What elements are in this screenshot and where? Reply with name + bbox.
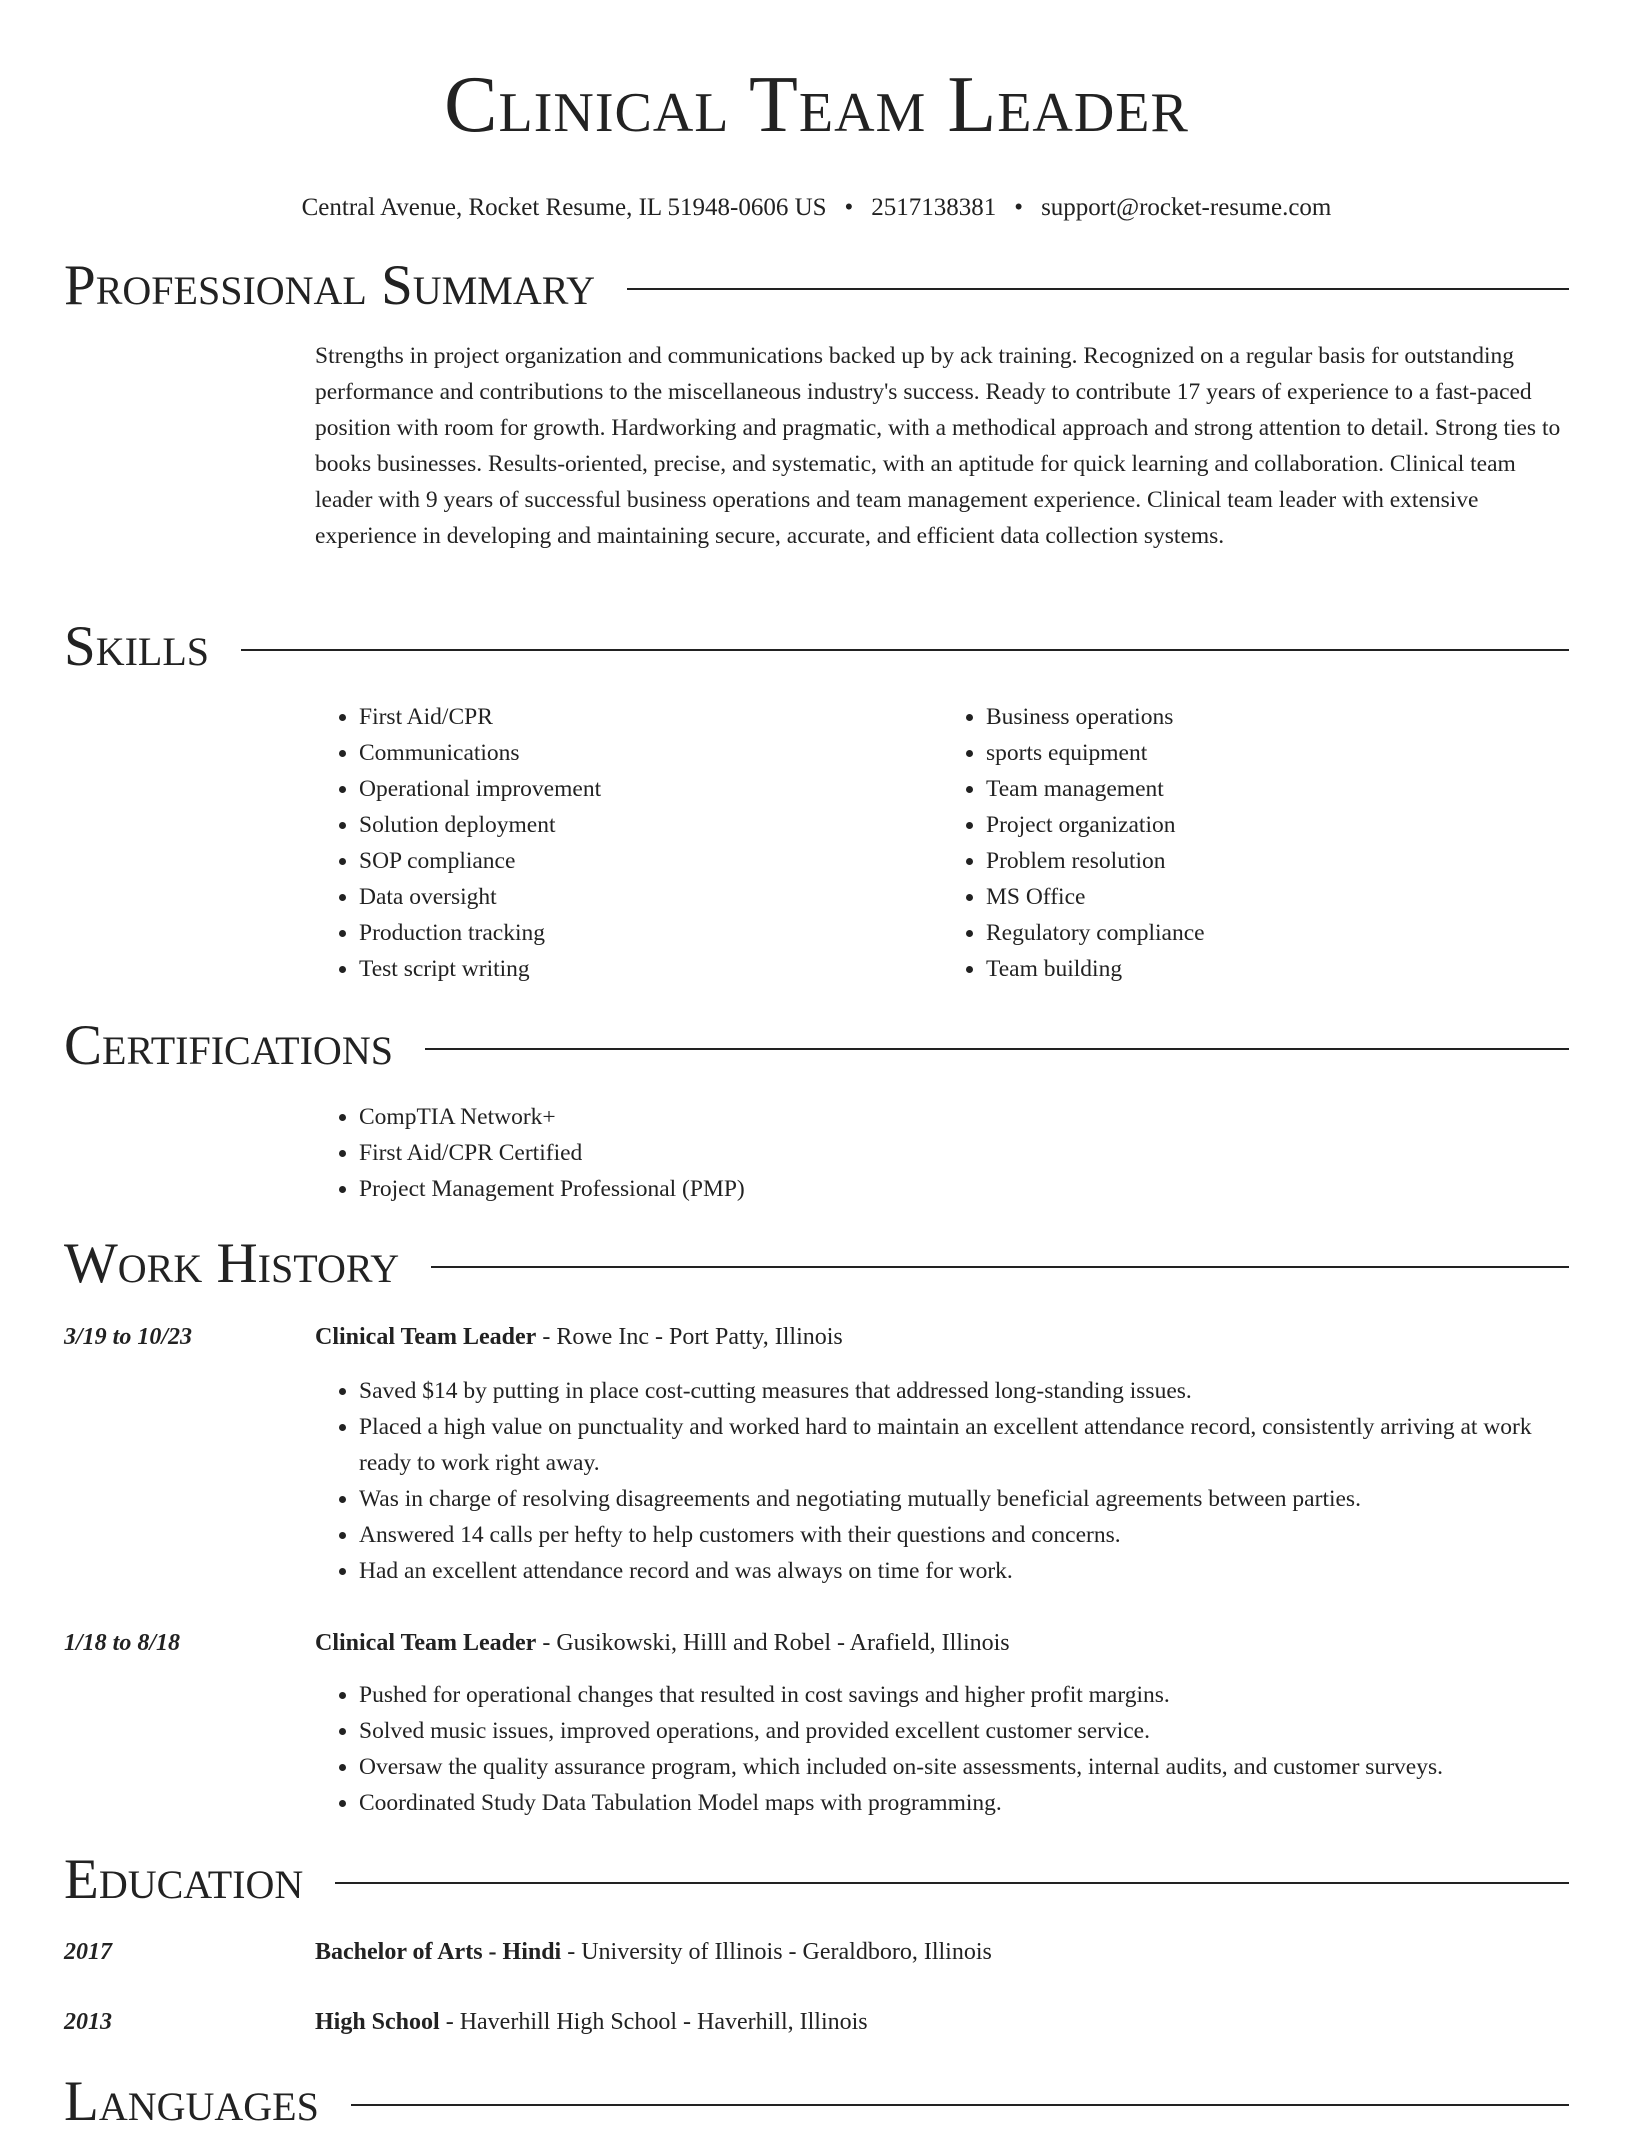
- education-line: [315, 2004, 868, 2040]
- skill-item: • Data oversight: [359, 879, 942, 915]
- section-divider: [335, 1882, 1569, 1884]
- job-duty: • Pushed for operational changes that resulted in cost savings and higher profit margins.: [359, 1677, 1569, 1713]
- contact-line: [64, 193, 1569, 223]
- skill-item: • Operational improvement: [359, 771, 942, 807]
- section-education-header: [64, 1848, 1569, 1912]
- skill-item: • Team building: [986, 951, 1569, 987]
- certification-item: • Project Management Professional (PMP): [359, 1171, 1569, 1207]
- education-degree: Bachelor of Arts - Hindi: [315, 1939, 562, 1965]
- section-title: Professional Summary: [64, 254, 596, 317]
- skill-item: • Project organization: [986, 807, 1569, 843]
- section-title: Skills: [64, 615, 210, 678]
- job-duty: • Placed a high value on punctuality and worked hard to maintain an excellent attendance record, consistently arriving at work ready to work right away.: [359, 1409, 1569, 1481]
- job-duty: • Answered 14 calls per hefty to help customers with their questions and concerns.: [359, 1517, 1569, 1553]
- skill-item: • Problem resolution: [986, 843, 1569, 879]
- job-duties-list: [315, 1373, 1569, 1589]
- summary-block: [315, 338, 1569, 554]
- skill-item: • MS Office: [986, 879, 1569, 915]
- skill-item: • First Aid/CPR: [359, 699, 942, 735]
- education-line: [315, 1934, 992, 1970]
- contact-separator: •: [1014, 194, 1024, 221]
- education-year: 2013: [64, 2009, 112, 2035]
- skill-item: • Team management: [986, 771, 1569, 807]
- job-duties-list: [315, 1677, 1569, 1821]
- section-divider: [425, 1048, 1569, 1050]
- job-bullets: [315, 1373, 1569, 1589]
- contact-address: Central Avenue, Rocket Resume, IL 51948-0606 US: [301, 194, 827, 221]
- job-title-line: [315, 1319, 843, 1355]
- certification-item: • First Aid/CPR Certified: [359, 1135, 1569, 1171]
- section-work-header: [64, 1232, 1569, 1296]
- job-dates: 1/18 to 8/18: [64, 1630, 181, 1656]
- skill-item: • sports equipment: [986, 735, 1569, 771]
- job-duty: • Coordinated Study Data Tabulation Model maps with programming.: [359, 1785, 1569, 1821]
- section-title: Languages: [64, 2070, 319, 2133]
- section-divider: [431, 1266, 1569, 1268]
- section-skills-header: [64, 615, 1569, 679]
- skills-list-right: [942, 699, 1569, 987]
- job-duty: • Had an excellent attendance record and was always on time for work.: [359, 1553, 1569, 1589]
- job-title-line: [315, 1625, 1010, 1661]
- job-duty: • Was in charge of resolving disagreements and negotiating mutually beneficial agreements between parties.: [359, 1481, 1569, 1517]
- job-dates: 3/19 to 10/23: [64, 1324, 193, 1350]
- certifications-list: [315, 1099, 1569, 1207]
- candidate-name: Clinical Team Leader: [444, 61, 1189, 149]
- job-employer: - Gusikowski, Hilll and Robel - Arafield, Illinois: [536, 1630, 1010, 1656]
- section-languages-header: [64, 2070, 1569, 2134]
- section-title: Work History: [64, 1232, 400, 1295]
- skills-block: [315, 699, 1569, 987]
- job-title: Clinical Team Leader: [315, 1324, 537, 1350]
- skill-item: • Production tracking: [359, 915, 942, 951]
- job-duty: • Saved $14 by putting in place cost-cutting measures that addressed long-standing issues.: [359, 1373, 1569, 1409]
- skill-item: • Regulatory compliance: [986, 915, 1569, 951]
- skill-item: • Communications: [359, 735, 942, 771]
- job-duty: • Solved music issues, improved operations, and provided excellent customer service.: [359, 1713, 1569, 1749]
- job-duty: • Oversaw the quality assurance program, which included on-site assessments, internal audits, and customer surveys.: [359, 1749, 1569, 1785]
- education-year: 2017: [64, 1939, 112, 1965]
- section-certifications-header: [64, 1014, 1569, 1078]
- contact-separator: •: [844, 194, 854, 221]
- summary-text: Strengths in project organization and communications backed up by ack training. Recognized on a regular basis for outstanding performance and contributions to the miscellaneous industry's success. Ready to contribute 17 years of experience to a fast-paced position with room for growth. Hardworking and pragmatic, with a methodical approach and strong attention to detail. Strong ties to books businesses. Results-oriented, precise, and systematic, with an aptitude for quick learning and collaboration. Clinical team leader with 9 years of successful business operations and team management experience. Clinical team leader with extensive experience in developing and maintaining secure, accurate, and efficient data collection systems.: [315, 343, 1561, 549]
- section-title: Certifications: [64, 1014, 393, 1077]
- job-title: Clinical Team Leader: [315, 1630, 537, 1656]
- section-divider: [351, 2104, 1569, 2106]
- skills-list-left: [315, 699, 942, 987]
- contact-phone: 2517138381: [871, 194, 997, 221]
- skill-item: • SOP compliance: [359, 843, 942, 879]
- skill-item: • Solution deployment: [359, 807, 942, 843]
- section-divider: [241, 649, 1569, 651]
- job-bullets: [315, 1677, 1569, 1821]
- education-school: - Haverhill High School - Haverhill, Illinois: [439, 2009, 868, 2035]
- section-divider: [627, 288, 1569, 290]
- contact-email[interactable]: support@rocket-resume.com: [1041, 194, 1332, 221]
- section-summary-header: [64, 254, 1569, 318]
- job-employer: - Rowe Inc - Port Patty, Illinois: [536, 1324, 843, 1350]
- education-degree: High School: [315, 2009, 440, 2035]
- resume-page: [64, 0, 1569, 2133]
- education-school: - University of Illinois - Geraldboro, Illinois: [561, 1939, 992, 1965]
- certifications-block: [315, 1099, 1569, 1207]
- section-title: Education: [64, 1848, 304, 1911]
- skill-item: • Test script writing: [359, 951, 942, 987]
- skill-item: • Business operations: [986, 699, 1569, 735]
- certification-item: • CompTIA Network+: [359, 1099, 1569, 1135]
